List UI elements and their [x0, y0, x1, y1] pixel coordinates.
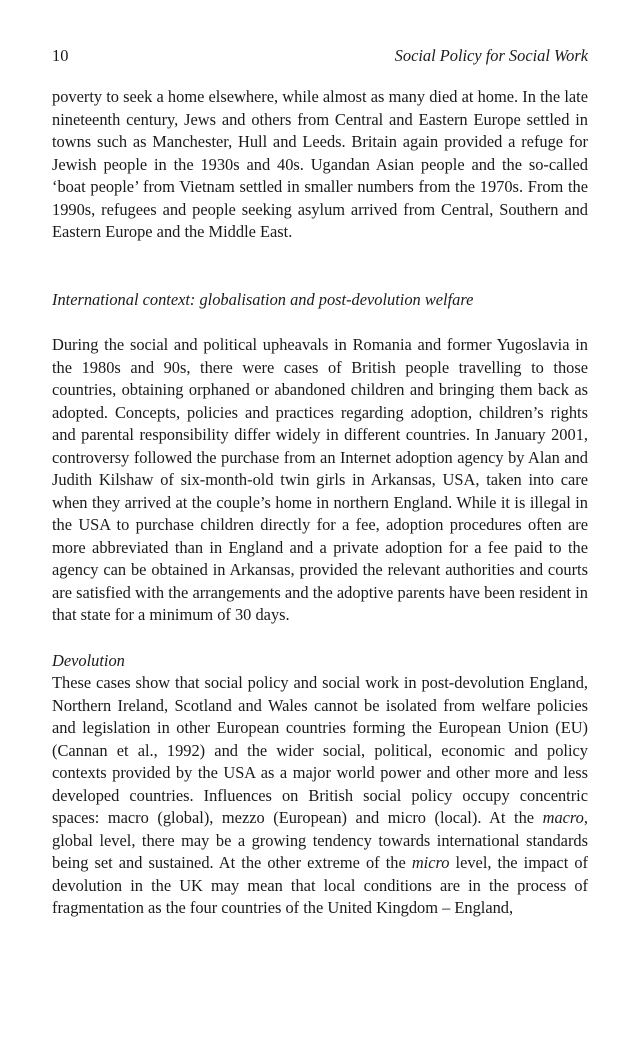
paragraph-migration: poverty to seek a home elsewhere, while almost as many died at home. In the late nineteenth century, Jews and others from Central and Eastern Europe settled in towns such as Manchester, Hull and Leeds. Britain again provided a refuge for Jewish people in the 1930s and 40s. Ugandan Asian people and the so-called ‘boat people’ from Vietnam settled in smaller numbers from the 1970s. From the 1990s, refugees and people seeking asylum arrived from Central, Southern and Eastern Europe and the Middle East.	[52, 87, 588, 241]
paragraph-devolution-text: , global level, there may be a growing tendency towards international standards being set and sustained. At the other extreme of the	[52, 808, 588, 872]
paragraph-adoption: During the social and political upheavals in Romania and former Yugoslavia in the 1980s and 90s, there were cases of British people travelling to those countries, obtaining orphaned or abandoned children and bringing them back as adopted. Concepts, policies and practices regarding adoption, children’s rights and parental responsibility differ widely in different countries. In January 2001, controversy followed the purchase from an Internet adoption agency by Alan and Judith Kilshaw of six-month-old twin girls in Arkansas, USA, taken into care when they arrived at the couple’s home in northern England. While it is illegal in the USA to purchase children directly for a fee, adoption procedures often are more abbreviated than in England and a private adoption for a fee paid to the agency can be obtained in Arkansas, provided the relevant authorities and courts are satisfied with the arrangements and the adoptive parents have been resident in that state for a minimum of 30 days.	[52, 335, 588, 624]
heading-spacer	[52, 311, 588, 334]
paragraph-devolution	[52, 672, 588, 920]
page-number: 10	[52, 46, 69, 65]
document-page	[52, 46, 588, 920]
section-heading-international-context: International context: globalisation and post-devolution welfare	[52, 289, 474, 309]
section-spacer	[52, 627, 588, 650]
section-spacer	[52, 244, 588, 289]
book-title: Social Policy for Social Work	[394, 46, 588, 65]
paragraph-devolution-text: level, the impact of devolution in the UK may mean that local conditions are in the process of fragmentation as the four countries of the United Kingdom – England,	[52, 853, 588, 917]
paragraph-devolution-text: These cases show that social policy and social work in post-devolution England, Northern Ireland, Scotland and Wales cannot be isolated from welfare policies and legislation in other European countries forming the European Union (EU) (Cannan et al., 1992) and the wider social, political, economic and policy contexts provided by the USA as a major world power and other more and less developed countries. Influences on British social policy occupy concentric spaces: macro (global), mezzo (European) and micro (local). At the	[52, 673, 588, 827]
running-header	[52, 46, 588, 66]
section-heading-devolution: Devolution	[52, 650, 125, 670]
emphasis-macro: macro	[542, 808, 584, 827]
emphasis-micro: micro	[411, 853, 450, 872]
